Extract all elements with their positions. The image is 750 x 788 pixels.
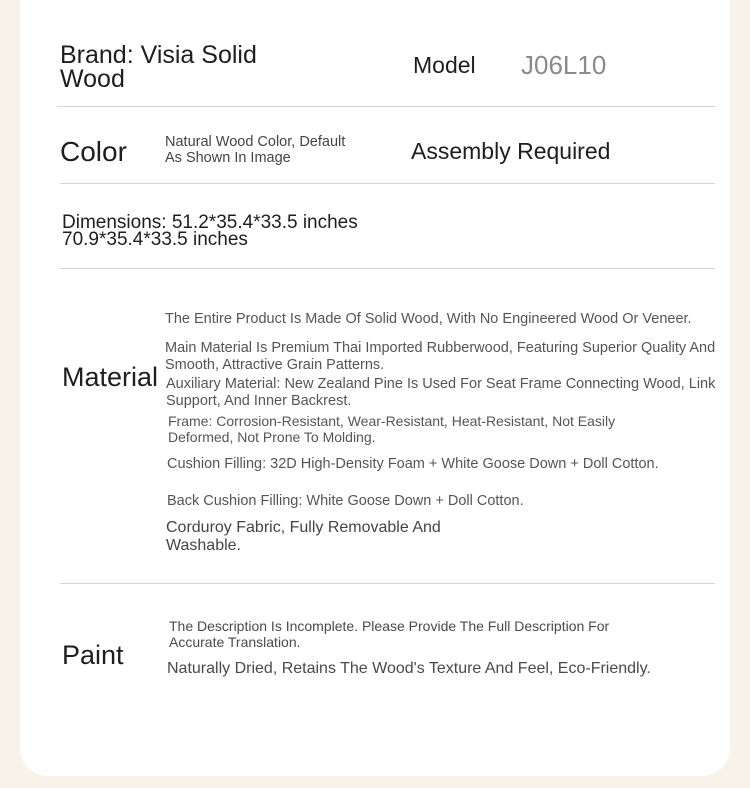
material-line-4: Frame: Corrosion-Resistant, Wear-Resistant, Heat-Resistant, Not Easily Deformed, Not Prone To Molding. (168, 413, 616, 445)
material-line-5: Cushion Filling: 32D High-Density Foam + White Goose Down + Doll Cotton. (167, 456, 659, 472)
brand-text: Brand: Visia Solid Wood (60, 41, 257, 93)
divider-2 (60, 183, 715, 184)
material-label: Material (62, 362, 159, 392)
material-line-1: The Entire Product Is Made Of Solid Wood, With No Engineered Wood Or Veneer. (165, 311, 692, 327)
color-label: Color (60, 136, 127, 167)
assembly-text: Assembly Required (411, 138, 611, 164)
paint-line-2: Naturally Dried, Retains The Wood's Texture And Feel, Eco-Friendly. (167, 660, 651, 677)
material-line-3: Auxiliary Material: New Zealand Pine Is Used For Seat Frame Connecting Wood, Link Support, And Inner Backrest. (166, 376, 716, 409)
model-label: Model (413, 52, 476, 78)
divider-3 (60, 268, 715, 269)
material-line-2: Main Material Is Premium Thai Imported Rubberwood, Featuring Superior Quality And Smooth, Attractive Grain Patterns. (165, 340, 716, 373)
paint-label: Paint (62, 640, 124, 670)
model-value: J06L10 (521, 50, 607, 80)
paint-line-1: The Description Is Incomplete. Please Provide The Full Description For Accurate Translation. (169, 618, 610, 650)
color-value: Natural Wood Color, Default As Shown In Image (165, 134, 346, 166)
dimensions-line-1: Dimensions: 51.2*35.4*33.5 inches (62, 212, 358, 233)
dimensions-line-2: 70.9*35.4*33.5 inches (62, 229, 248, 250)
material-line-6: Back Cushion Filling: White Goose Down + Doll Cotton. (167, 493, 524, 509)
divider-4 (60, 583, 715, 584)
divider-1 (57, 106, 715, 107)
material-line-7: Corduroy Fabric, Fully Removable And Washable. (166, 519, 441, 554)
